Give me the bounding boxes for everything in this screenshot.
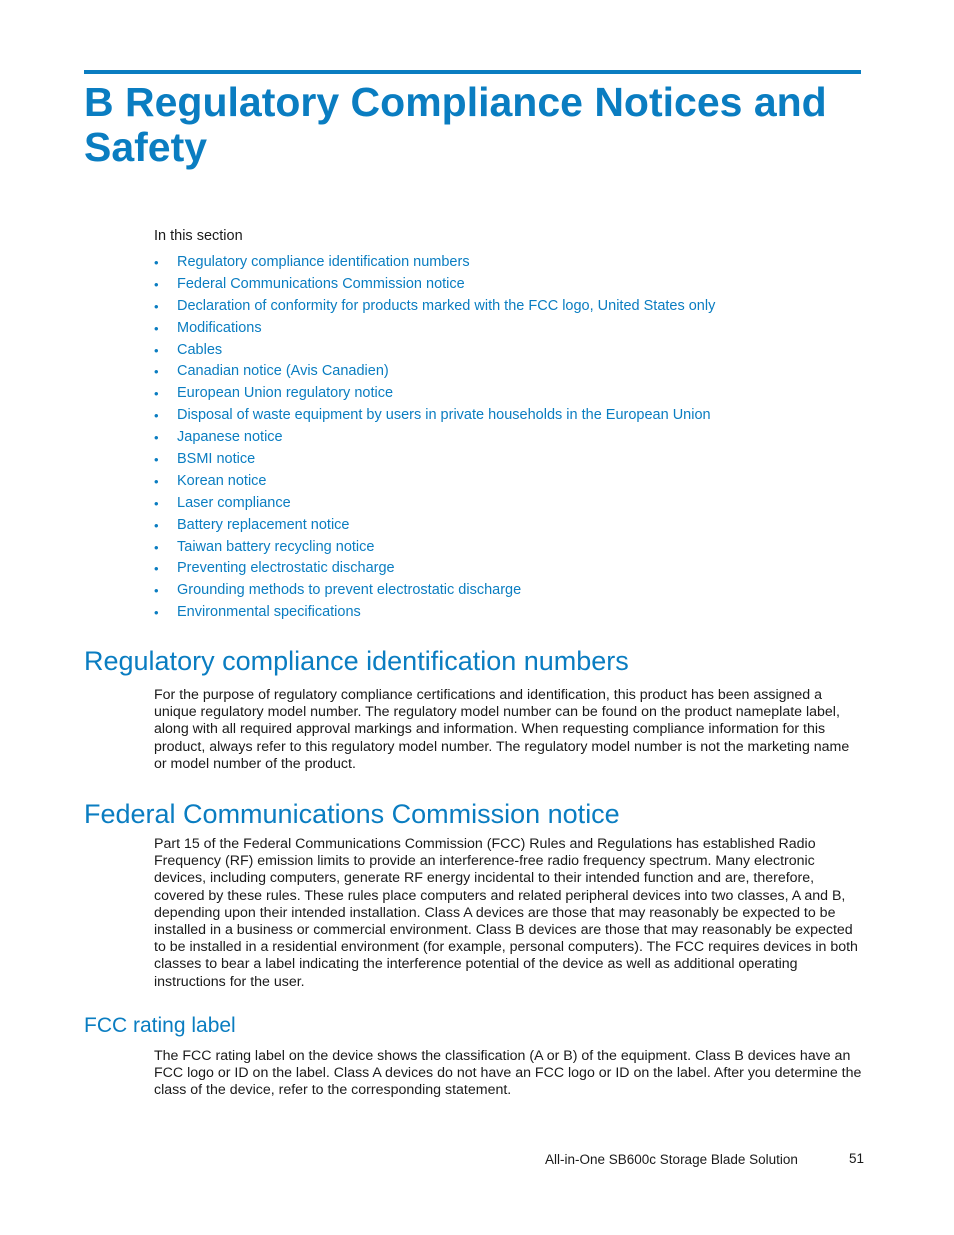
bullet-icon: • [154, 605, 159, 621]
bullet-icon: • [154, 583, 159, 599]
footer-document-title: All-in-One SB600c Storage Blade Solution [545, 1152, 798, 1167]
toc-link-taiwan-battery-recycling[interactable]: Taiwan battery recycling notice [177, 538, 375, 555]
toc-link-environmental-specs[interactable]: Environmental specifications [177, 604, 361, 621]
chapter-top-rule [84, 70, 861, 74]
toc-link-eu-regulatory-notice[interactable]: European Union regulatory notice [177, 385, 394, 402]
bullet-icon: • [154, 364, 159, 380]
fcc-notice-heading: Federal Communications Commission notice [84, 799, 620, 829]
toc-link-regulatory-ids[interactable]: Regulatory compliance identification numbers [177, 254, 470, 270]
toc-link-modifications[interactable]: Modifications [177, 319, 262, 336]
bullet-icon: • [154, 430, 159, 446]
bullet-icon: • [154, 408, 159, 424]
bullet-icon: • [154, 255, 159, 270]
toc-link-korean-notice[interactable]: Korean notice [177, 472, 267, 489]
toc-link-cables[interactable]: Cables [177, 341, 223, 358]
toc-link-preventing-esd[interactable]: Preventing electrostatic discharge [177, 560, 395, 577]
bullet-icon: • [154, 342, 159, 358]
toc-link-declaration-of-conformity[interactable]: Declaration of conformity for products marked with the FCC logo, United States only [177, 297, 716, 314]
toc-link-fcc-notice[interactable]: Federal Communications Commission notice [177, 275, 465, 292]
fcc-rating-heading: FCC rating label [84, 1014, 236, 1037]
bullet-icon: • [154, 276, 159, 292]
fcc-notice-body: Part 15 of the Federal Communications Commission (FCC) Rules and Regulations has established Radio Frequency (RF) emission limits to provide an interference-free radio frequency spectrum. Many electronic devices, including computers, generate RF energy incidental to their intended function and are, therefore, covered by these rules. These rules place computers and related peripheral devices into two classes, A and B, depending upon their intended installation. Class A devices are those that may reasonably be expected to be installed in a business or commercial environment. Class B devices are those that may reasonably be expected to be installed in a residential environment (for example, personal computers). The FCC requires devices in both classes to bear a label indicating the interference potential of the device as well as additional operating instructions for the user. [154, 836, 858, 990]
toc-link-battery-replacement[interactable]: Battery replacement notice [177, 516, 350, 533]
footer-page-number: 51 [849, 1151, 865, 1166]
chapter-title: B Regulatory Compliance Notices and Safety [84, 79, 827, 170]
bullet-icon: • [154, 517, 159, 533]
toc-link-waste-disposal[interactable]: Disposal of waste equipment by users in private households in the European Union [177, 407, 711, 424]
toc-link-grounding-methods[interactable]: Grounding methods to prevent electrostatic discharge [177, 582, 522, 599]
toc-link-canadian-notice[interactable]: Canadian notice (Avis Canadien) [177, 363, 389, 380]
bullet-icon: • [154, 495, 159, 511]
bullet-icon: • [154, 452, 159, 468]
bullet-icon: • [154, 298, 159, 314]
bullet-icon: • [154, 473, 159, 489]
toc-link-japanese-notice[interactable]: Japanese notice [177, 429, 283, 446]
in-this-section-label: In this section [154, 228, 243, 244]
regulatory-ids-heading: Regulatory compliance identification numbers [84, 646, 629, 676]
bullet-icon: • [154, 561, 159, 577]
toc-link-laser-compliance[interactable]: Laser compliance [177, 494, 291, 511]
regulatory-ids-body: For the purpose of regulatory compliance certifications and identification, this product has been assigned a unique regulatory model number. The regulatory model number can be found on the product nameplate label, along with all required approval markings and information. When requesting compliance information for this product, always refer to this regulatory model number. The regulatory model number is not the marketing name or model number of the product. [154, 687, 850, 772]
bullet-icon: • [154, 539, 159, 555]
bullet-icon: • [154, 386, 159, 402]
fcc-rating-body: The FCC rating label on the device shows the classification (A or B) of the equipment. Class B devices have an FCC logo or ID on the label. Class A devices do not have an FCC logo or ID on the label. After you determine the class of the device, refer to the corresponding statement. [154, 1048, 862, 1099]
bullet-icon: • [154, 320, 159, 336]
toc-link-bsmi-notice[interactable]: BSMI notice [177, 451, 256, 468]
